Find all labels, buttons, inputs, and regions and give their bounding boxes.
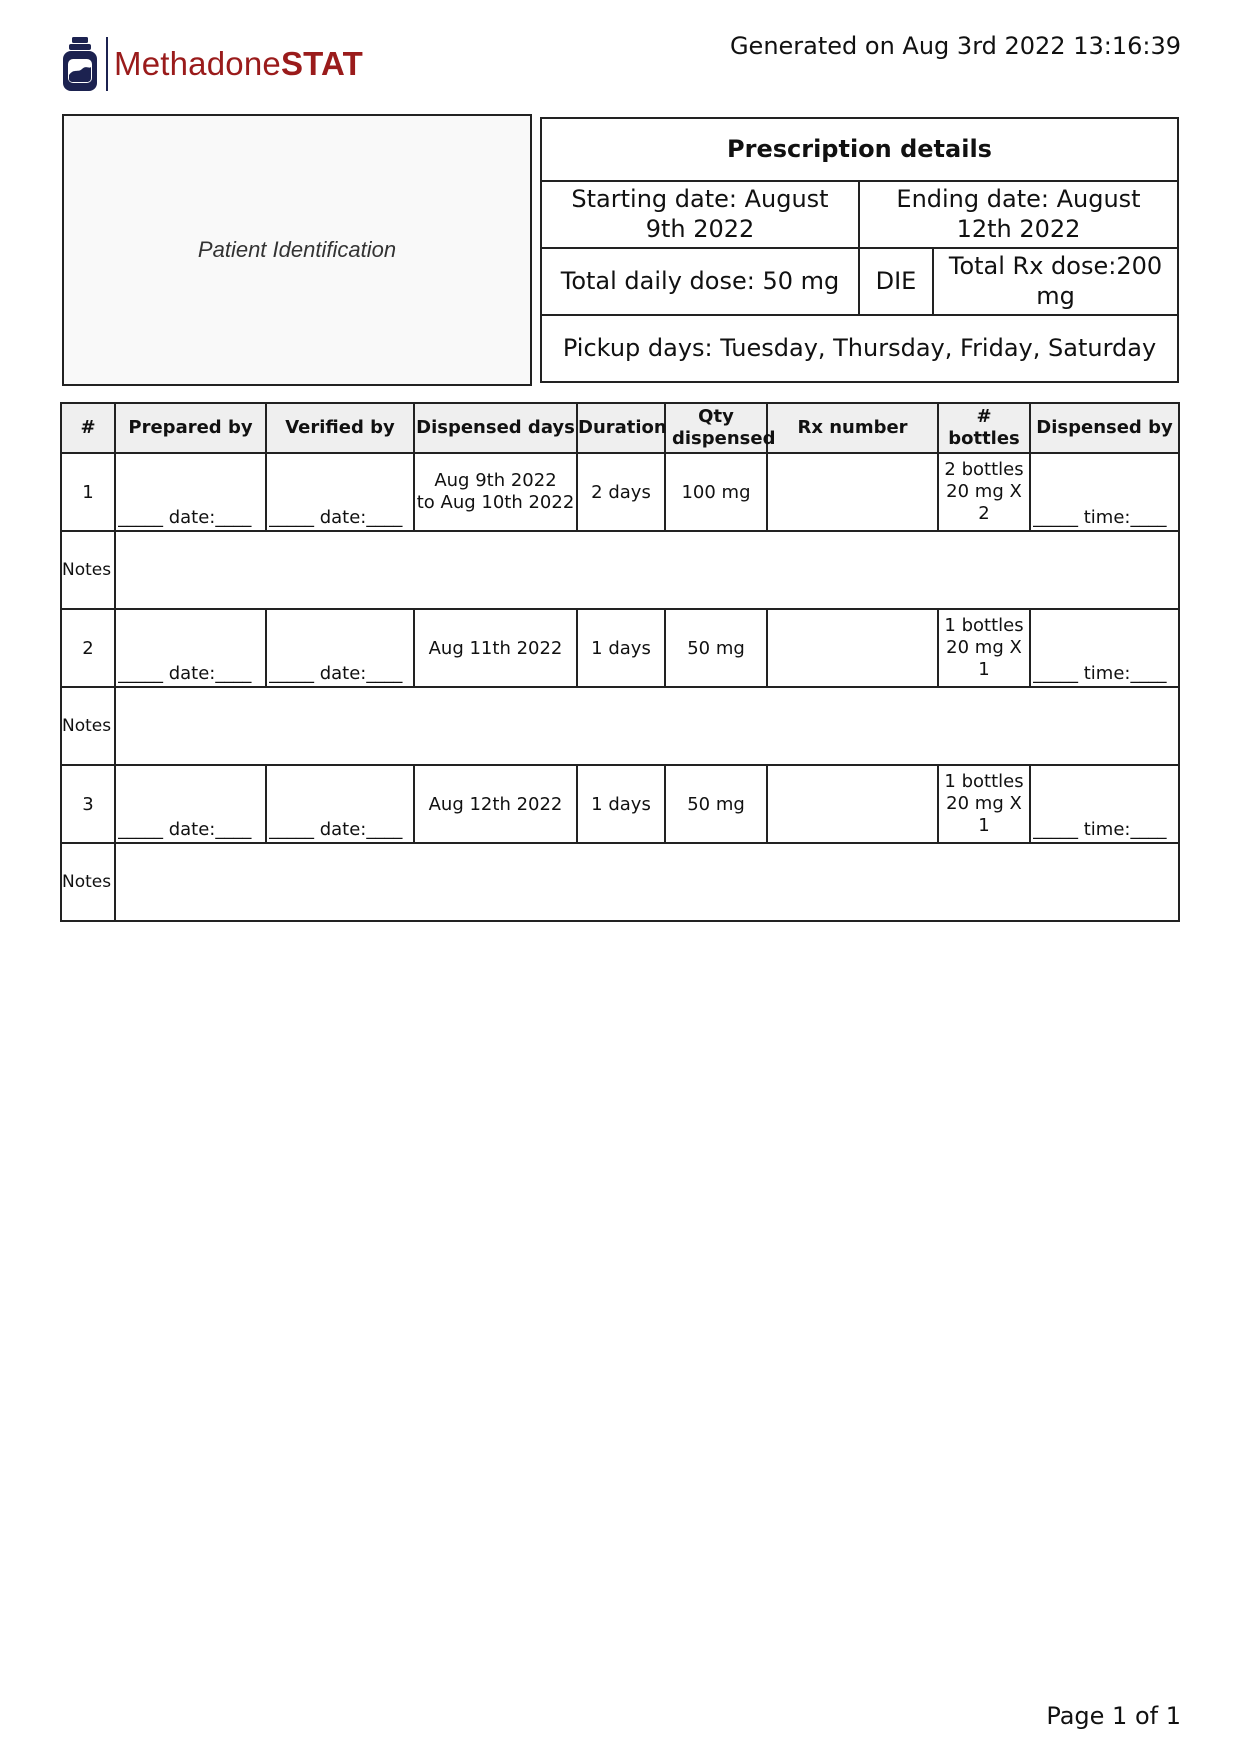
notes-label: Notes <box>61 843 115 921</box>
header-verified-by: Verified by <box>266 403 414 453</box>
dispensed-by-cell[interactable] <box>1030 765 1179 843</box>
total-daily-dose: Total daily dose: 50 mg <box>541 248 859 315</box>
duration-cell: 1 days <box>577 765 665 843</box>
notes-field[interactable] <box>115 531 1179 609</box>
brand-logo <box>60 34 363 94</box>
pickup-days: Pickup days: Tuesday, Thursday, Friday, Saturday <box>541 315 1178 382</box>
table-row <box>61 609 1179 687</box>
bottle-icon <box>60 35 100 93</box>
prepared-by-date-blank: _____ date:____ <box>118 663 252 684</box>
header-rx-number: Rx number <box>767 403 938 453</box>
dispensed-days-line1: Aug 9th 2022 <box>434 470 557 491</box>
dispensing-table <box>60 402 1180 922</box>
patient-identification-label: Patient Identification <box>197 237 397 262</box>
prepared-by-cell[interactable] <box>115 609 266 687</box>
notes-field[interactable] <box>115 687 1179 765</box>
row-number: 1 <box>61 453 115 531</box>
dispensed-by-time-blank: _____ time:____ <box>1033 507 1167 528</box>
verified-by-cell[interactable] <box>266 609 414 687</box>
header-bottles: # bottles <box>938 403 1030 453</box>
prepared-by-cell[interactable] <box>115 453 266 531</box>
qty-cell: 100 mg <box>665 453 767 531</box>
bottles-cell <box>938 453 1030 531</box>
header-duration: Duration <box>577 403 665 453</box>
prepared-by-date-blank: _____ date:____ <box>118 819 252 840</box>
dispensed-by-cell[interactable] <box>1030 453 1179 531</box>
logo-divider <box>106 37 108 91</box>
ending-date: Ending date: August 12th 2022 <box>859 181 1178 248</box>
brand-name: MethadoneSTAT <box>114 45 363 82</box>
rx-number-cell[interactable] <box>767 453 938 531</box>
bottles-cell <box>938 765 1030 843</box>
bottles-cell <box>938 609 1030 687</box>
rx-number-cell[interactable] <box>767 765 938 843</box>
dispensed-days-line2: to Aug 10th 2022 <box>416 492 575 513</box>
header-num: # <box>61 403 115 453</box>
prescription-title: Prescription details <box>541 118 1178 181</box>
notes-label: Notes <box>61 687 115 765</box>
prepared-by-date-blank: _____ date:____ <box>118 507 252 528</box>
starting-date: Starting date: August 9th 2022 <box>541 181 859 248</box>
header-dispensed-days: Dispensed days <box>414 403 577 453</box>
header-dispensed-by: Dispensed by <box>1030 403 1179 453</box>
page-number: Page 1 of 1 <box>1046 1702 1181 1730</box>
verified-by-date-blank: _____ date:____ <box>269 507 403 528</box>
table-row <box>61 765 1179 843</box>
verified-by-date-blank: _____ date:____ <box>269 663 403 684</box>
qty-cell: 50 mg <box>665 609 767 687</box>
generated-timestamp: Generated on Aug 3rd 2022 13:16:39 <box>729 32 1181 60</box>
notes-label: Notes <box>61 531 115 609</box>
bottles-detail: 20 mg X 1 <box>946 793 1022 836</box>
notes-row <box>61 531 1179 609</box>
table-header-row <box>61 403 1179 453</box>
bottles-count: 1 bottles <box>944 771 1024 792</box>
bottles-detail: 20 mg X 2 <box>946 481 1022 524</box>
verified-by-cell[interactable] <box>266 765 414 843</box>
dispensed-days-cell: Aug 12th 2022 <box>414 765 577 843</box>
row-number: 3 <box>61 765 115 843</box>
table-row <box>61 453 1179 531</box>
qty-cell: 50 mg <box>665 765 767 843</box>
bottles-count: 2 bottles <box>944 459 1024 480</box>
dose-frequency: DIE <box>859 248 933 315</box>
row-number: 2 <box>61 609 115 687</box>
prepared-by-cell[interactable] <box>115 765 266 843</box>
header-prepared-by: Prepared by <box>115 403 266 453</box>
rx-number-cell[interactable] <box>767 609 938 687</box>
duration-cell: 1 days <box>577 609 665 687</box>
prescription-details-table <box>540 117 1179 383</box>
duration-cell: 2 days <box>577 453 665 531</box>
dispensed-days-cell <box>414 453 577 531</box>
notes-field[interactable] <box>115 843 1179 921</box>
dispensed-days-cell: Aug 11th 2022 <box>414 609 577 687</box>
total-rx-dose: Total Rx dose:200 mg <box>933 248 1178 315</box>
notes-row <box>61 843 1179 921</box>
verified-by-cell[interactable] <box>266 453 414 531</box>
dispensed-by-time-blank: _____ time:____ <box>1033 819 1167 840</box>
dispensed-by-cell[interactable] <box>1030 609 1179 687</box>
notes-row <box>61 687 1179 765</box>
patient-identification-box <box>62 114 532 386</box>
bottles-count: 1 bottles <box>944 615 1024 636</box>
verified-by-date-blank: _____ date:____ <box>269 819 403 840</box>
dispensed-by-time-blank: _____ time:____ <box>1033 663 1167 684</box>
header-qty-dispensed: Qty dispensed <box>665 403 767 453</box>
bottles-detail: 20 mg X 1 <box>946 637 1022 680</box>
